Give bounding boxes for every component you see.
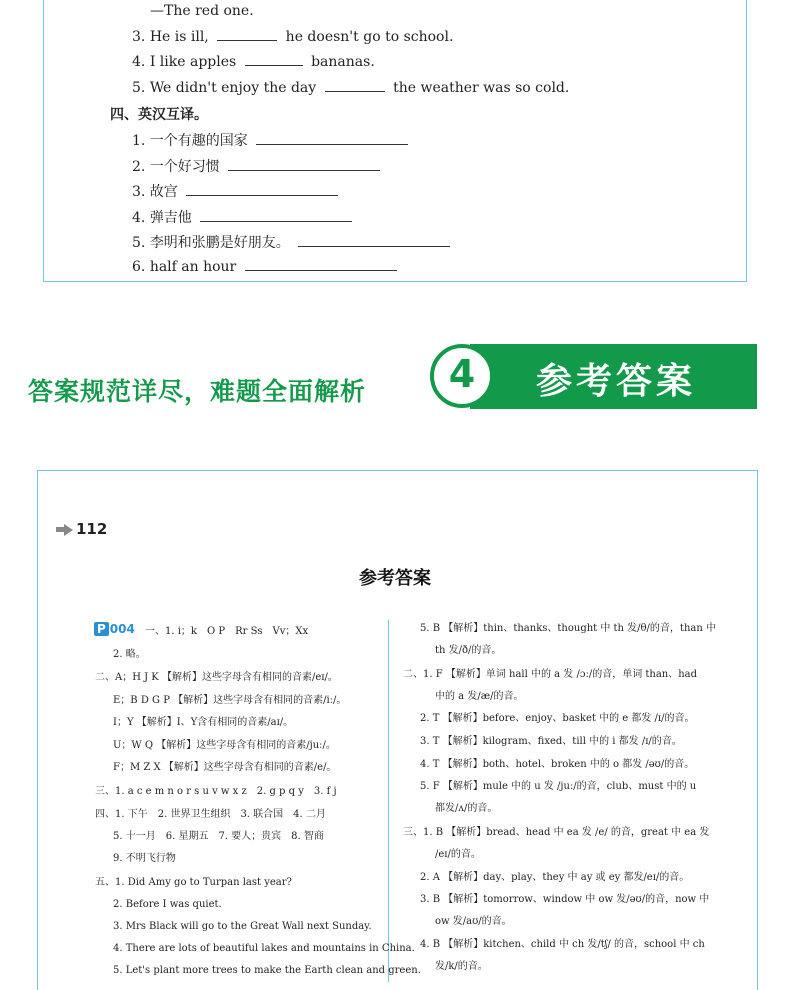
page-number: 112 [56,520,107,538]
answer-line: 5. Let's plant more trees to make the Earth clean and green. [113,965,421,976]
banner-slogan: 答案规范详尽，难题全面解析 [28,377,367,406]
answer-blank[interactable] [256,132,408,145]
answer-line: 2. Before I was quiet. [113,899,222,910]
answer-blank[interactable] [217,28,277,41]
answer-line: 9. 不明飞行物 [113,853,176,864]
answer-line: 一、1. i；k O P Rr Ss Vv；Xx [145,626,309,637]
badge-number: 004 [109,622,135,636]
answer-line: 4. There are lots of beautiful lakes and mountains in China. [113,943,415,954]
answer-line: 都发/ʌ/的音。 [435,803,498,814]
answer-line: ow 发/aʊ/的音。 [435,916,512,927]
translate-item-4: 4. 弹吉他 [132,207,352,227]
answer-line: 2. A 【解析】day、play、they 中 ay 或 ey 都发/eɪ/的音。 [420,872,690,883]
answer-line: 4. T 【解析】both、hotel、broken 中的 o 都发 /əʊ/的音。 [420,759,695,770]
answer-page [37,470,758,990]
answer-title: 参考答案 [359,568,431,589]
answer-line: 3. B 【解析】tomorrow、window 中 ow 发/əʊ/的音，now 中 [420,894,710,905]
answer-line: 三、1. a c e m n o r s u v w x z 2. g p q y 3. f j [95,786,337,797]
translate-item-3: 3. 故宫 [132,181,338,201]
translate-item-2: 2. 一个好习惯 [132,156,380,176]
answer-line: F；M Z X 【解析】这些字母含有相同的音素/e/。 [113,762,337,773]
answer-line: 5. 十一月 6. 星期五 7. 要人；贵宾 8. 智商 [113,831,324,842]
banner-bar [470,344,757,409]
answer-blank[interactable] [245,258,397,271]
answer-blank[interactable] [200,209,352,222]
answer-line: 2. 略。 [113,649,146,660]
answer-line: 3. T 【解析】kilogram、fixed、till 中的 i 都发 /ɪ/的音。 [420,736,682,747]
answer-line: 5. B 【解析】thin、thanks、thought 中 th 发/θ/的音，than 中 [420,623,716,634]
answer-line: /eɪ/的音。 [435,849,481,860]
answer-blank[interactable] [186,183,338,196]
answer-line: I；Y 【解析】I、Y含有相同的音素/aɪ/。 [113,717,294,728]
exercise-line-answer: —The red one. [150,3,254,19]
answer-line: 4. B 【解析】kitchen、child 中 ch 发/tʃ/ 的音，school 中 ch [420,939,705,950]
answer-line: 3. Mrs Black will go to the Great Wall next Sunday. [113,921,372,932]
badge-p: P [94,622,109,636]
banner-title: 参考答案 [536,361,697,402]
answer-line: 五、1. Did Amy go to Turpan last year? [95,877,292,888]
answer-line: 5. F 【解析】mule 中的 u 发 /juː/的音，club、must 中的 u [420,781,697,792]
banner-number-circle [430,344,494,408]
section-title: 四、英汉互译。 [110,107,208,123]
answer-line: 四、1. 下午 2. 世界卫生组织 3. 联合国 4. 二月 [95,809,326,820]
answer-line: 发/k/的音。 [435,961,488,972]
column-divider [388,620,389,982]
answer-blank[interactable] [325,79,385,92]
translate-item-1: 1. 一个有趣的国家 [132,130,408,150]
page-badge [94,622,135,636]
arrow-icon [56,527,64,532]
exercise-line-4: 4. I like apples bananas. [132,54,375,70]
answer-line: th 发/ð/的音。 [435,645,502,656]
answer-blank[interactable] [228,158,380,171]
answer-blank[interactable] [245,53,303,66]
banner-number: 4 [448,352,476,396]
translate-item-6: 6. half an hour [132,258,397,275]
translate-item-5: 5. 李明和张鹏是好朋友。 [132,232,450,252]
answer-blank[interactable] [298,234,450,247]
answer-line: U；W Q 【解析】这些字母含有相同的音素/juː/。 [113,740,336,751]
answer-line: E；B D G P 【解析】这些字母含有相同的音素/iː/。 [113,695,347,706]
answer-line: 二、A；H J K 【解析】这些字母含有相同的音素/eɪ/。 [95,672,338,683]
answer-line: 三、1. B 【解析】bread、head 中 ea 发 /e/ 的音，great 中 ea 发 [403,827,710,838]
exercise-line-5: 5. We didn't enjoy the day the weather was so cold. [132,80,570,96]
answer-line: 2. T 【解析】before、enjoy、basket 中的 e 都发 /ɪ/的音。 [420,713,695,724]
answer-line: 中的 a 发/æ/的音。 [435,691,524,702]
exercise-line-3: 3. He is ill, he doesn't go to school. [132,29,454,45]
answer-line: 二、1. F 【解析】单词 hall 中的 a 发 /ɔː/的音，单词 than、had [403,669,698,680]
